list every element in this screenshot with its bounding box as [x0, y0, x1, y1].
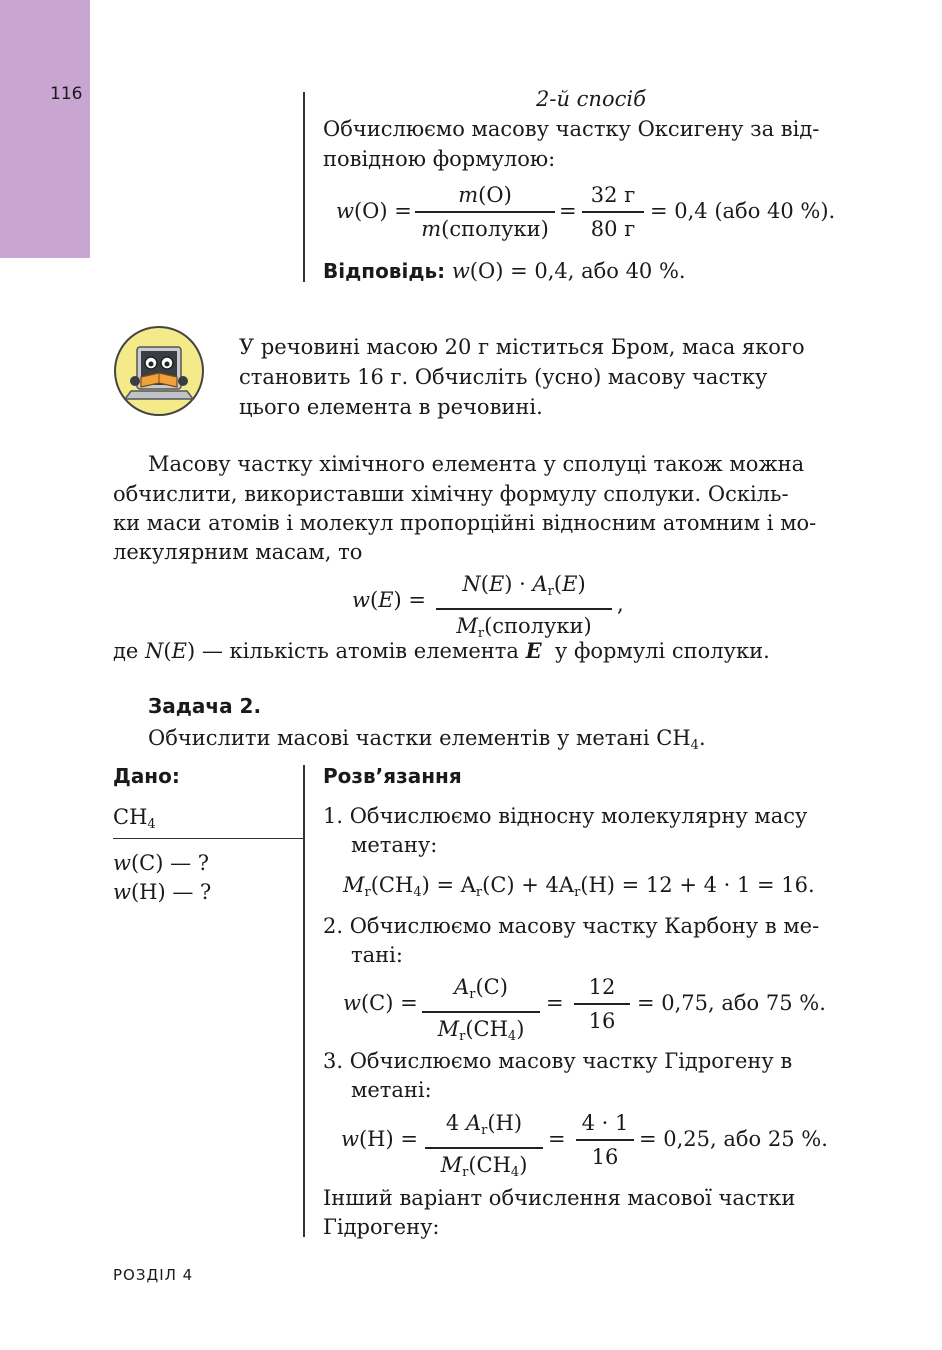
- other-line2: Гідрогену:: [323, 1215, 440, 1239]
- method-heading: 2-й спосіб: [536, 87, 646, 111]
- para-line4: лекулярним масам, то: [113, 540, 363, 564]
- step1-line1: 1. Обчислюємо відносну молекулярну масу: [323, 804, 808, 828]
- para-line1: Масову частку хімічного елемента у сполуці також можна: [148, 452, 805, 476]
- step2-line2: тані:: [351, 943, 403, 967]
- chapter-footer: РОЗДІЛ 4: [113, 1266, 194, 1284]
- para-line3: ки маси атомів і молекул пропорційні відносним атомним і мо-: [113, 511, 817, 535]
- problem-title: Задача 2.: [148, 694, 262, 718]
- find-carbon: w(C) — ?: [113, 851, 210, 875]
- method-text-line2: повідною формулою:: [323, 147, 556, 171]
- chapter-tab: [0, 0, 90, 258]
- task-line3: цього елемента в речовині.: [239, 395, 543, 419]
- find-hydrogen: w(H) — ?: [113, 880, 212, 904]
- task-line1: У речовині масою 20 г міститься Бром, маса якого: [239, 335, 805, 359]
- step1-formula: $M_r(CH_4) = A_r(C) + 4A_r(H) = 12 + 4 \cdot 1 = 16$.: [343, 873, 815, 900]
- answer-line: Відповідь: w(O) = 0,4, або 40 %.: [323, 259, 686, 283]
- solution-divider: [303, 765, 305, 1237]
- task-line2: становить 16 г. Обчисліть (усно) масову частку: [239, 365, 768, 389]
- problem-statement: Обчислити масові частки елементів у метані $CH_4$.: [148, 726, 706, 753]
- step3-line2: метані:: [351, 1078, 432, 1102]
- given-value: $CH_4$: [113, 805, 156, 832]
- step2-line1: 2. Обчислюємо масову частку Карбону в ме-: [323, 914, 820, 938]
- given-label: Дано:: [113, 764, 180, 788]
- method-text-line1: Обчислюємо масову частку Оксигену за від-: [323, 117, 820, 141]
- solution-label: Розв’язання: [323, 764, 462, 788]
- page-number: 116: [50, 84, 83, 104]
- step3-line1: 3. Обчислюємо масову частку Гідрогену в: [323, 1049, 793, 1073]
- other-line1: Інший варіант обчислення масової частки: [323, 1186, 796, 1210]
- where-line: де N(E) — кількість атомів елемента E у формулі сполуки.: [113, 638, 770, 663]
- laptop-reader-icon: [113, 325, 205, 417]
- method-divider: [303, 92, 305, 282]
- para-line2: обчислити, використавши хімічну формулу сполуки. Оскіль-: [113, 482, 789, 506]
- step1-line2: метану:: [351, 833, 438, 857]
